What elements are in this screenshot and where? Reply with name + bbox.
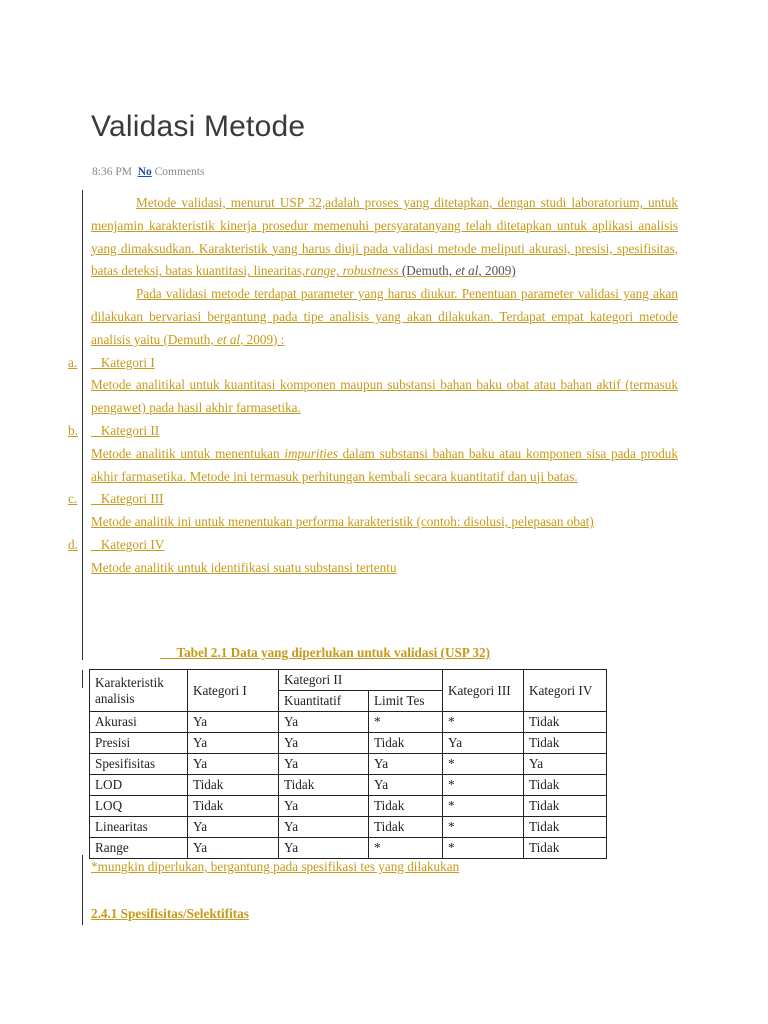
category-1-desc: Metode analitikal untuk kuantitasi komponen maupun substansi bahan baku obat atau bahan aktif (termasuk pengawet) pada hasil akhir farmasetika. — [91, 377, 678, 416]
category-3-title: c. Kategori III — [68, 491, 164, 507]
header-category-4: Kategori IV — [524, 670, 607, 712]
revision-bar-mid — [82, 670, 83, 688]
post-meta — [92, 166, 204, 178]
revision-bar-top — [82, 190, 83, 660]
paragraph-categories: Pada validasi metode terdapat parameter yang harus diukur. Penentuan parameter validasi yang akan dilakukan bervariasi bergantung pada tipe analisis yang akan dilakukan. Terdapat empat kategori metode analisis yaitu (Demuth, et al, 2009) : — [91, 286, 678, 347]
category-2-desc: Metode analitik untuk menentukan impurities dalam substansi bahan baku atau komponen sisa pada produk akhir farmasetika. Metode ini termasuk perhitungan kembali secara kuantitatif dan uji batas. — [91, 445, 678, 484]
table-row: Presisi Ya Ya Tidak Ya Tidak — [90, 733, 607, 754]
table-header-row — [90, 670, 607, 691]
header-quantitative: Kuantitatif — [279, 691, 369, 712]
category-2-title: b. Kategori II — [68, 422, 160, 438]
category-3-desc: Metode analitik ini untuk menentukan performa karakteristik (contoh: disolusi, pelepasan obat) — [91, 514, 594, 530]
post-time: 8:36 PM — [92, 166, 132, 178]
comments-link[interactable]: No — [137, 166, 152, 178]
header-category-2: Kategori II — [279, 670, 443, 691]
validation-table — [89, 669, 607, 859]
table-caption: Tabel 2.1 Data yang diperlukan untuk validasi (USP 32) — [176, 645, 491, 660]
revision-bar-bottom — [82, 855, 83, 925]
table-footnote: *mungkin diperlukan, bergantung pada spesifikasi tes yang dilakukan — [91, 859, 460, 874]
category-1-title: a. Kategori I — [68, 354, 155, 370]
table-row: Range Ya Ya * * Tidak — [90, 838, 607, 859]
post-title: Validasi Metode — [91, 110, 306, 143]
table-row: Spesifisitas Ya Ya Ya * Ya — [90, 754, 607, 775]
paragraph-intro: Metode validasi, menurut USP 32,adalah proses yang ditetapkan, dengan studi laboratorium, untuk menjamin karakteristik kinerja prosedur memenuhi persyaratanyang telah ditetapkan untuk aplikasi analisis yang dimaksudkan. Karakteristik yang harus diuji pada validasi metode meliputi akurasi, presisi, spesifisitas, batas deteksi, batas kuantitasi, linearitas,range, robustness (Demuth, et al, 2009) — [91, 195, 678, 279]
category-4-title: d. Kategori IV — [68, 536, 165, 552]
header-category-1: Kategori I — [188, 670, 279, 712]
table-row: LOD Tidak Tidak Ya * Tidak — [90, 775, 607, 796]
header-category-3: Kategori III — [443, 670, 524, 712]
table-row: LOQ Tidak Ya Tidak * Tidak — [90, 796, 607, 817]
category-4-desc: Metode analitik untuk identifikasi suatu substansi tertentu — [91, 559, 397, 575]
header-characteristic: Karakteristik analisis — [90, 670, 188, 712]
comments-label: Comments — [154, 166, 205, 178]
post-body — [68, 192, 678, 580]
header-limit-test: Limit Tes — [369, 691, 443, 712]
table-row: Linearitas Ya Ya Tidak * Tidak — [90, 817, 607, 838]
table-row: Akurasi Ya Ya * * Tidak — [90, 712, 607, 733]
section-subheading: 2.4.1 Spesifisitas/Selektifitas — [91, 906, 249, 921]
